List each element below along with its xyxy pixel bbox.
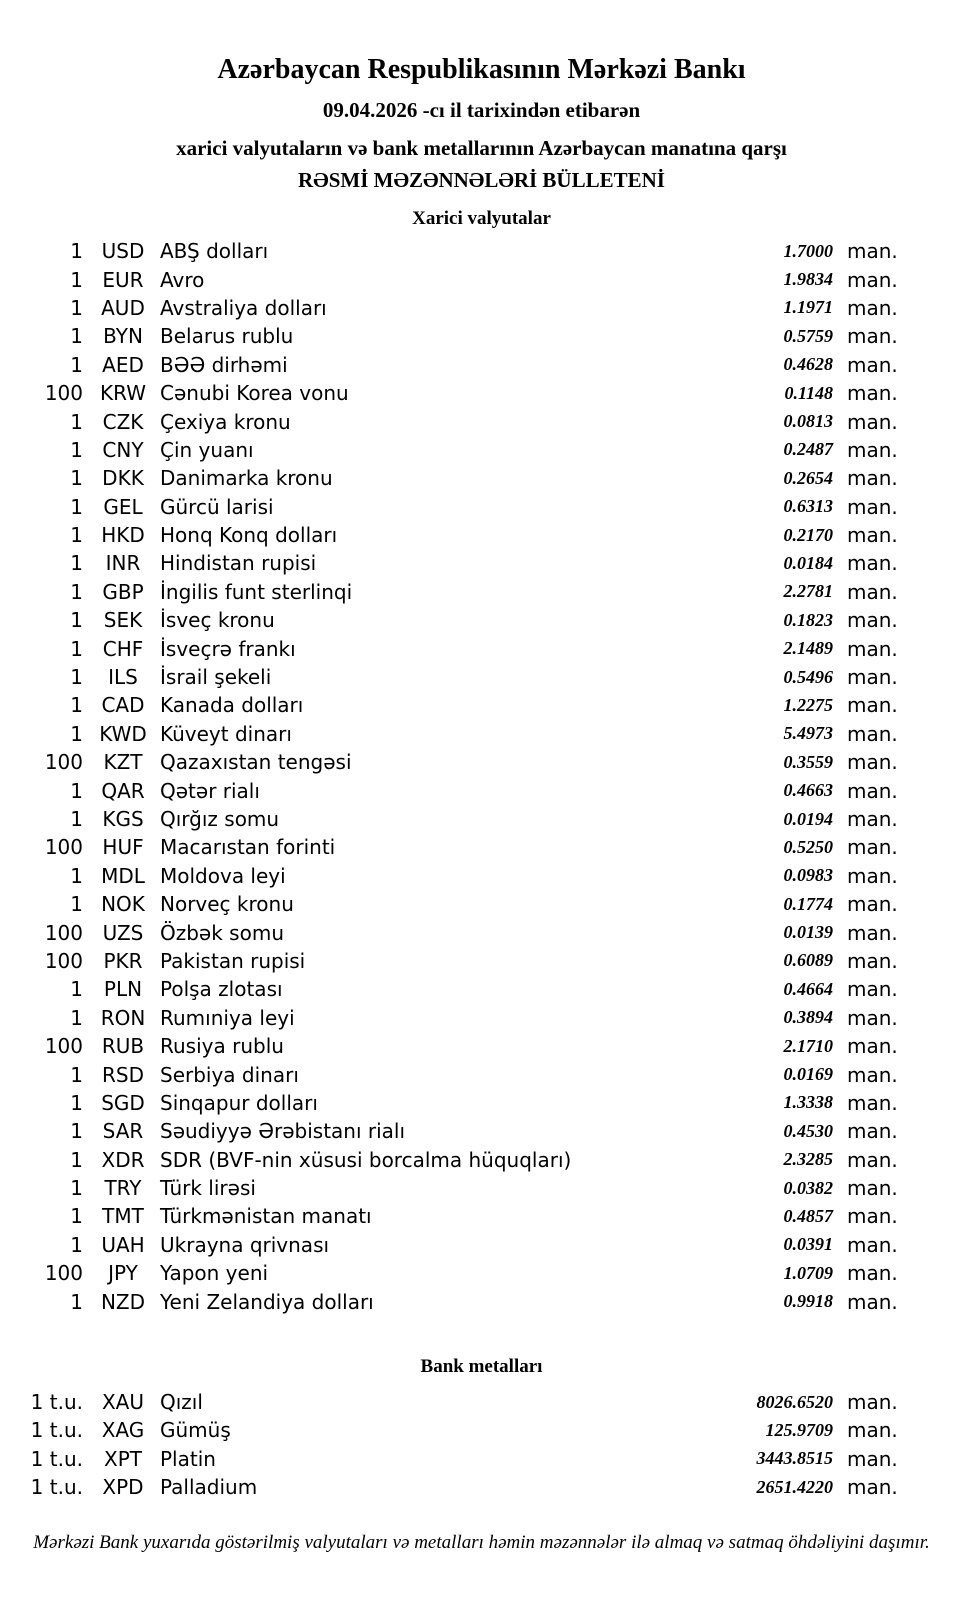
currency-name: Norveç kronu xyxy=(160,892,294,917)
currency-row-hkd xyxy=(0,521,963,549)
currency-row-chf xyxy=(0,634,963,662)
currency-name: Çin yuanı xyxy=(160,437,254,462)
quantity: 1 xyxy=(70,1147,83,1172)
quantity: 1 xyxy=(70,437,83,462)
unit-label: man. xyxy=(847,665,898,690)
rate-value: 1.1971 xyxy=(783,297,833,318)
rate-value: 0.0391 xyxy=(783,1234,833,1255)
unit-label: man. xyxy=(847,948,898,973)
bulletin-header xyxy=(0,54,963,192)
currency-code: CHF xyxy=(102,636,144,661)
currency-row-aud xyxy=(0,294,963,322)
currency-row-dkk xyxy=(0,464,963,492)
quantity: 1 xyxy=(70,693,83,718)
unit-label: man. xyxy=(847,892,898,917)
currency-code: CNY xyxy=(102,437,144,462)
currency-code: RUB xyxy=(101,1034,145,1059)
quantity: 1 xyxy=(70,1119,83,1144)
rate-value: 1.2275 xyxy=(783,694,833,715)
currency-name: Türkmənistan manatı xyxy=(160,1204,372,1229)
quantity: 1 xyxy=(70,409,83,434)
rate-value: 5.4973 xyxy=(783,723,833,744)
metal-row-xpd xyxy=(0,1473,963,1501)
rate-value: 1.3338 xyxy=(783,1092,833,1113)
quantity: 1 xyxy=(70,892,83,917)
quantity: 100 xyxy=(44,750,83,775)
rate-value: 0.1823 xyxy=(783,609,833,630)
currency-name: Küveyt dinarı xyxy=(160,721,292,746)
currency-row-uah xyxy=(0,1231,963,1259)
quantity: 1 xyxy=(70,295,83,320)
currency-code: MDL xyxy=(101,863,145,888)
currency-name: Yeni Zelandiya dolları xyxy=(160,1289,374,1314)
currency-row-huf xyxy=(0,833,963,861)
currency-code: XAG xyxy=(101,1418,145,1443)
currency-code: CAD xyxy=(101,693,145,718)
unit-label: man. xyxy=(847,1418,898,1443)
rate-value: 1.7000 xyxy=(783,240,833,261)
currency-name: Özbək somu xyxy=(160,920,284,945)
currency-name: Serbiya dinarı xyxy=(160,1062,299,1087)
quantity: 1 xyxy=(70,1232,83,1257)
currency-name: Belarus rublu xyxy=(160,324,294,349)
currency-code: AUD xyxy=(101,295,145,320)
rate-value: 0.1148 xyxy=(784,382,833,403)
currency-name: İsrail şekeli xyxy=(160,665,272,690)
currency-name: BƏƏ dirhəmi xyxy=(160,352,288,377)
rate-value: 0.5496 xyxy=(783,666,833,687)
currency-row-gel xyxy=(0,493,963,521)
quantity: 1 xyxy=(70,863,83,888)
unit-label: man. xyxy=(847,267,898,292)
currency-row-cad xyxy=(0,691,963,719)
disclaimer-text: Mərkəzi Bank yuxarıda göstərilmiş valyutaları və metalları həmin məzənnələr ilə almaq və satmaq öhdəliyini daşımır. xyxy=(33,1532,930,1554)
quantity: 1 xyxy=(70,1204,83,1229)
currency-name: Pakistan rupisi xyxy=(160,948,306,973)
currency-name: Hindistan rupisi xyxy=(160,551,317,576)
quantity: 100 xyxy=(44,835,83,860)
unit-label: man. xyxy=(847,352,898,377)
currency-name: Sinqapur dolları xyxy=(160,1090,318,1115)
currency-row-byn xyxy=(0,322,963,350)
currency-code: USD xyxy=(101,239,145,264)
currency-name: İsveç kronu xyxy=(160,608,275,633)
currency-code: KRW xyxy=(100,381,146,406)
rate-value: 0.0184 xyxy=(783,552,833,573)
quantity: 1 xyxy=(70,636,83,661)
quantity: 100 xyxy=(44,381,83,406)
currency-code: GBP xyxy=(102,579,144,604)
currency-row-kzt xyxy=(0,748,963,776)
unit-label: man. xyxy=(847,1062,898,1087)
rate-value: 0.3894 xyxy=(783,1007,833,1028)
rate-value: 0.4628 xyxy=(783,354,833,375)
quantity: 1 xyxy=(70,1176,83,1201)
quantity: 1 xyxy=(70,1090,83,1115)
bank-name-title: Azərbaycan Respublikasının Mərkəzi Bankı xyxy=(217,54,746,85)
currency-name: Qətər rialı xyxy=(160,778,260,803)
currency-code: PKR xyxy=(103,948,143,973)
currency-row-pkr xyxy=(0,947,963,975)
unit-label: man. xyxy=(847,494,898,519)
quantity: 1 xyxy=(70,352,83,377)
quantity: 1 xyxy=(70,721,83,746)
currency-code: GEL xyxy=(103,494,143,519)
currency-name: Gümüş xyxy=(160,1418,231,1443)
unit-label: man. xyxy=(847,1446,898,1471)
rate-value: 0.3559 xyxy=(783,751,833,772)
bulletin-title: RƏSMİ MƏZƏNNƏLƏRİ BÜLLETENİ xyxy=(298,168,665,192)
rate-value: 0.0813 xyxy=(783,411,833,432)
currency-code: TRY xyxy=(104,1176,142,1201)
rate-value: 0.4857 xyxy=(783,1205,833,1226)
unit-label: man. xyxy=(847,807,898,831)
currency-row-sgd xyxy=(0,1089,963,1117)
currency-row-jpy xyxy=(0,1259,963,1287)
rate-value: 2.1710 xyxy=(783,1035,833,1056)
quantity: 1 xyxy=(70,1005,83,1030)
quantity: 100 xyxy=(44,1034,83,1059)
currency-code: XPD xyxy=(102,1475,144,1500)
quantity: 1 xyxy=(70,494,83,519)
currency-row-usd xyxy=(0,237,963,265)
quantity: 1 xyxy=(70,1062,83,1087)
unit-label: man. xyxy=(847,295,898,320)
quantity: 1 xyxy=(70,579,83,604)
unit-label: man. xyxy=(847,693,898,718)
unit-label: man. xyxy=(847,324,898,349)
currency-code: ILS xyxy=(108,665,138,690)
quantity: 1 t.u. xyxy=(30,1390,83,1415)
rate-value: 0.6089 xyxy=(783,950,833,971)
unit-label: man. xyxy=(847,1204,898,1229)
rate-value: 1.0709 xyxy=(783,1262,833,1283)
currency-row-nzd xyxy=(0,1287,963,1315)
currency-row-qar xyxy=(0,776,963,804)
unit-label: man. xyxy=(847,778,898,803)
currency-row-sar xyxy=(0,1117,963,1145)
unit-label: man. xyxy=(847,1390,898,1415)
currency-name: Gürcü larisi xyxy=(160,494,274,519)
currency-name: ABŞ dolları xyxy=(160,239,269,264)
unit-label: man. xyxy=(847,1005,898,1030)
currency-code: QAR xyxy=(101,778,145,803)
quantity: 100 xyxy=(44,920,83,945)
unit-label: man. xyxy=(847,863,898,888)
currency-name: Polşa zlotası xyxy=(160,977,283,1002)
unit-label: man. xyxy=(847,1176,898,1201)
quantity: 1 t.u. xyxy=(30,1418,83,1443)
currency-code: EUR xyxy=(102,267,144,292)
rate-value: 0.1774 xyxy=(783,893,833,914)
unit-label: man. xyxy=(847,239,898,264)
currency-code: NZD xyxy=(100,1289,146,1314)
metal-row-xau xyxy=(0,1388,963,1416)
rate-value: 0.2487 xyxy=(783,439,833,460)
currency-name: Qızıl xyxy=(160,1390,203,1415)
currency-row-uzs xyxy=(0,918,963,946)
rate-value: 0.2170 xyxy=(783,524,833,545)
currency-name: İsveçrə frankı xyxy=(160,636,296,661)
quantity: 1 xyxy=(70,466,83,491)
unit-label: man. xyxy=(847,1119,898,1144)
rate-value: 2.3285 xyxy=(783,1149,833,1170)
currency-name: Cənubi Korea vonu xyxy=(160,381,349,406)
rate-value: 2.2781 xyxy=(783,581,833,602)
currency-name: Platin xyxy=(160,1446,216,1471)
currency-name: Danimarka kronu xyxy=(160,466,333,491)
currency-row-gbp xyxy=(0,578,963,606)
currency-row-czk xyxy=(0,407,963,435)
currency-code: BYN xyxy=(103,324,143,349)
unit-label: man. xyxy=(847,1147,898,1172)
rate-value: 2651.4220 xyxy=(756,1476,833,1497)
currency-row-kwd xyxy=(0,720,963,748)
quantity: 1 xyxy=(70,807,83,831)
currency-row-kgs xyxy=(0,805,963,833)
quantity: 1 xyxy=(70,1289,83,1314)
bulletin-subtitle: xarici valyutaların və bank metallarının Azərbaycan manatına qarşı xyxy=(176,136,787,160)
unit-label: man. xyxy=(847,466,898,491)
currency-code: KGS xyxy=(102,807,144,831)
currency-row-cny xyxy=(0,436,963,464)
rate-value: 0.6313 xyxy=(783,496,833,517)
quantity: 1 xyxy=(70,523,83,548)
unit-label: man. xyxy=(847,1034,898,1059)
currency-row-ron xyxy=(0,1004,963,1032)
currency-name: Ukrayna qrivnası xyxy=(160,1232,330,1257)
unit-label: man. xyxy=(847,437,898,462)
currency-code: SGD xyxy=(101,1090,145,1115)
currency-name: Palladium xyxy=(160,1475,258,1500)
currency-row-inr xyxy=(0,549,963,577)
currency-name: Səudiyyə Ərəbistanı rialı xyxy=(160,1119,406,1144)
metal-row-xag xyxy=(0,1416,963,1444)
currency-name: İngilis funt sterlinqi xyxy=(160,579,353,604)
rate-value: 0.5759 xyxy=(783,325,833,346)
currency-code: DKK xyxy=(102,466,144,491)
currency-code: UZS xyxy=(102,920,144,945)
currency-name: Moldova leyi xyxy=(160,863,286,888)
currency-row-ils xyxy=(0,663,963,691)
quantity: 1 xyxy=(70,977,83,1002)
currency-code: UAH xyxy=(101,1232,145,1257)
currency-name: Avstraliya dolları xyxy=(160,295,327,320)
metal-row-xpt xyxy=(0,1445,963,1473)
currency-name: Çexiya kronu xyxy=(160,409,291,434)
quantity: 1 xyxy=(70,665,83,690)
rate-value: 3443.8515 xyxy=(756,1448,833,1469)
unit-label: man. xyxy=(847,523,898,548)
currency-code: JPY xyxy=(108,1261,138,1286)
currency-code: XAU xyxy=(101,1390,145,1415)
unit-label: man. xyxy=(847,409,898,434)
unit-label: man. xyxy=(847,1289,898,1314)
currency-name: Yapon yeni xyxy=(160,1261,269,1286)
unit-label: man. xyxy=(847,1475,898,1500)
quantity: 1 xyxy=(70,239,83,264)
currency-row-rsd xyxy=(0,1060,963,1088)
currency-code: KZT xyxy=(103,750,143,775)
rate-value: 0.0169 xyxy=(783,1064,833,1085)
rate-value: 125.9709 xyxy=(765,1419,833,1440)
quantity: 1 xyxy=(70,551,83,576)
currency-code: RSD xyxy=(102,1062,144,1087)
currency-row-rub xyxy=(0,1032,963,1060)
rate-value: 0.9918 xyxy=(783,1291,833,1312)
rate-value: 1.9834 xyxy=(783,269,833,290)
currency-name: SDR (BVF-nin xüsusi borcalma hüquqları) xyxy=(160,1147,572,1172)
rate-value: 0.2654 xyxy=(783,467,833,488)
currency-row-try xyxy=(0,1174,963,1202)
currency-code: SAR xyxy=(102,1119,144,1144)
currency-row-tmt xyxy=(0,1202,963,1230)
currency-code: AED xyxy=(102,352,144,377)
currency-name: Rumıniya leyi xyxy=(160,1005,295,1030)
currency-row-aed xyxy=(0,351,963,379)
quantity: 100 xyxy=(44,1261,83,1286)
quantity: 1 xyxy=(70,324,83,349)
currency-row-krw xyxy=(0,379,963,407)
currency-name: Macarıstan forinti xyxy=(160,835,336,860)
currency-code: XPT xyxy=(104,1446,142,1471)
rate-value: 0.4664 xyxy=(783,978,833,999)
currency-code: CZK xyxy=(102,409,144,434)
unit-label: man. xyxy=(847,750,898,775)
currency-code: SEK xyxy=(103,608,143,633)
currency-row-xdr xyxy=(0,1146,963,1174)
quantity: 1 t.u. xyxy=(30,1475,83,1500)
currency-name: Kanada dolları xyxy=(160,693,304,718)
unit-label: man. xyxy=(847,835,898,860)
currency-code: PLN xyxy=(103,977,143,1002)
currencies-section-title: Xarici valyutalar xyxy=(412,208,551,229)
quantity: 1 t.u. xyxy=(30,1446,83,1471)
unit-label: man. xyxy=(847,1232,898,1257)
rate-value: 0.4663 xyxy=(783,780,833,801)
rate-value: 2.1489 xyxy=(783,638,833,659)
rate-value: 0.0139 xyxy=(783,922,833,943)
rate-value: 0.0983 xyxy=(783,865,833,886)
unit-label: man. xyxy=(847,920,898,945)
currency-code: RON xyxy=(100,1005,146,1030)
unit-label: man. xyxy=(847,721,898,746)
quantity: 100 xyxy=(44,948,83,973)
currencies-rate-table xyxy=(0,237,963,1316)
currency-name: Türk lirəsi xyxy=(160,1176,256,1201)
currency-name: Honq Konq dolları xyxy=(160,523,338,548)
quantity: 1 xyxy=(70,778,83,803)
currency-code: NOK xyxy=(101,892,145,917)
rate-value: 0.4530 xyxy=(783,1120,833,1141)
unit-label: man. xyxy=(847,579,898,604)
metals-section-title: Bank metalları xyxy=(420,1355,543,1377)
rate-value: 8026.6520 xyxy=(756,1391,833,1412)
currency-row-eur xyxy=(0,265,963,293)
metals-rate-table xyxy=(0,1388,963,1502)
unit-label: man. xyxy=(847,1090,898,1115)
unit-label: man. xyxy=(847,608,898,633)
currency-code: HUF xyxy=(102,835,144,860)
currency-code: XDR xyxy=(101,1147,145,1172)
unit-label: man. xyxy=(847,1261,898,1286)
currency-row-nok xyxy=(0,890,963,918)
unit-label: man. xyxy=(847,551,898,576)
currency-row-mdl xyxy=(0,862,963,890)
effective-date-line: 09.04.2026 -cı il tarixindən etibarən xyxy=(322,98,641,122)
currency-code: INR xyxy=(105,551,141,576)
rate-value: 0.0382 xyxy=(783,1177,833,1198)
currency-name: Qırğız somu xyxy=(160,807,280,831)
currency-code: KWD xyxy=(99,721,147,746)
rate-value: 0.0194 xyxy=(783,808,833,829)
currency-name: Qazaxıstan tengəsi xyxy=(160,750,352,775)
unit-label: man. xyxy=(847,977,898,1002)
currency-name: Rusiya rublu xyxy=(160,1034,284,1059)
rate-value: 0.5250 xyxy=(783,836,833,857)
currency-name: Avro xyxy=(160,267,205,292)
currency-code: TMT xyxy=(102,1204,144,1229)
currency-row-sek xyxy=(0,606,963,634)
unit-label: man. xyxy=(847,636,898,661)
unit-label: man. xyxy=(847,381,898,406)
quantity: 1 xyxy=(70,608,83,633)
currency-row-pln xyxy=(0,975,963,1003)
quantity: 1 xyxy=(70,267,83,292)
currency-code: HKD xyxy=(101,523,145,548)
